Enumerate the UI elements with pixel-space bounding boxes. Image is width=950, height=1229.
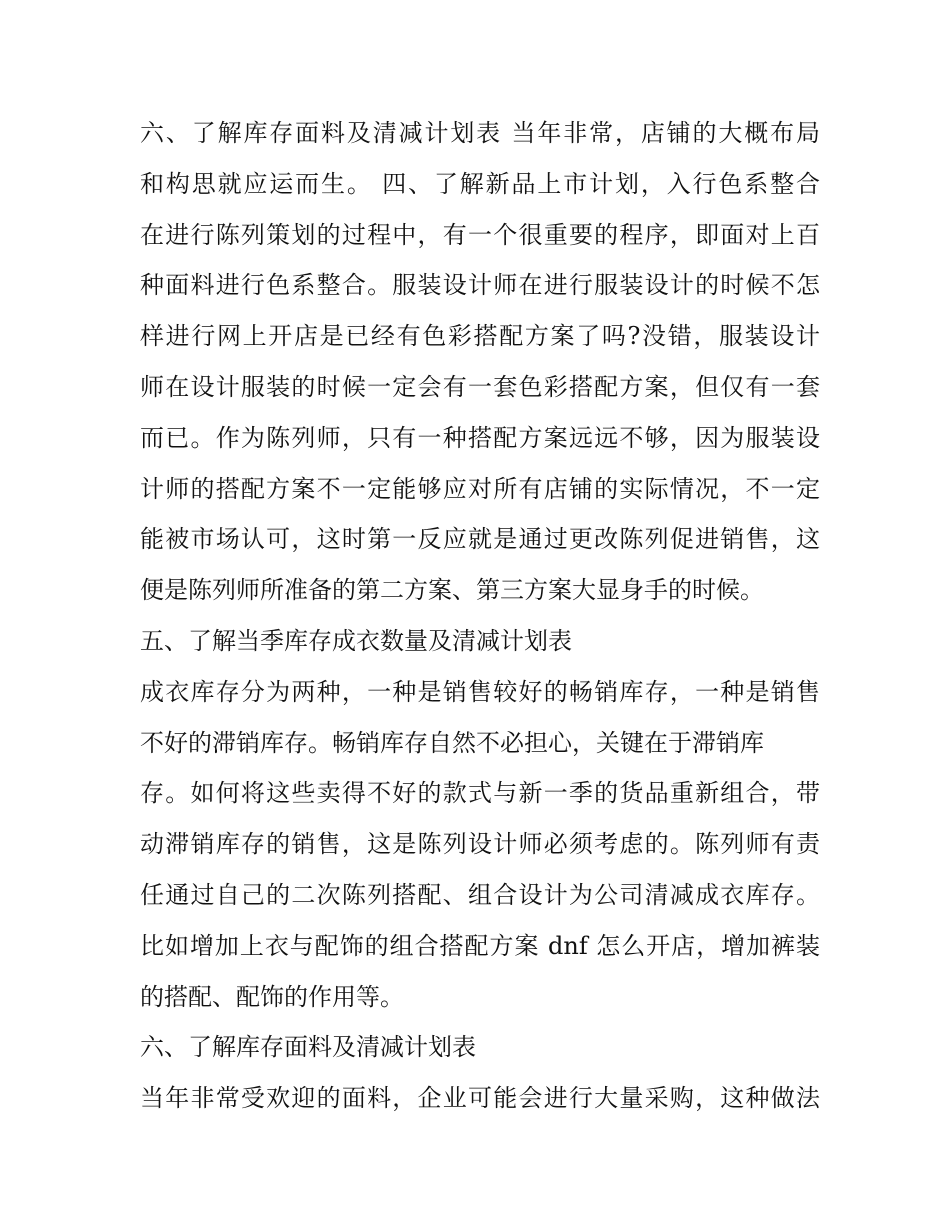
text-line: 而已。作为陈列师，只有一种搭配方案远远不够，因为服装设 [140, 423, 820, 452]
text-line: 便是陈列师所准备的第二方案、第三方案大显身手的时候。 [140, 576, 764, 605]
text-line: 师在设计服装的时候一定会有一套色彩搭配方案，但仅有一套 [140, 372, 820, 401]
text-line: 的搭配、配饰的作用等。 [140, 982, 404, 1011]
text-line: 成衣库存分为两种，一种是销售较好的畅销库存，一种是销售 [140, 677, 820, 706]
text-line: 存。如何将这些卖得不好的款式与新一季的货品重新组合，带 [140, 779, 820, 808]
text-line: 样进行网上开店是已经有色彩搭配方案了吗?没错，服装设计 [140, 322, 820, 351]
text-line: 在进行陈列策划的过程中，有一个很重要的程序，即面对上百 [140, 220, 820, 249]
text-line: 六、了解库存面料及清减计划表 当年非常，店铺的大概布局 [140, 119, 820, 147]
text-line: 任通过自己的二次陈列搭配、组合设计为公司清减成衣库存。 [140, 880, 820, 909]
section-heading: 六、了解库存面料及清减计划表 [140, 1033, 476, 1062]
text-line: 和构思就应运而生。 四、了解新品上市计划，入行色系整合 [140, 169, 820, 198]
text-line: 不好的滞销库存。畅销库存自然不必担心，关键在于滞销库 [140, 728, 764, 757]
text-line: 计师的搭配方案不一定能够应对所有店铺的实际情况，不一定 [140, 474, 820, 503]
text-line: 比如增加上衣与配饰的组合搭配方案 dnf 怎么开店，增加裤装 [140, 931, 820, 960]
section-heading: 五、了解当季库存成衣数量及清减计划表 [140, 626, 572, 655]
document-body [140, 108, 820, 1124]
text-line: 能被市场认可，这时第一反应就是通过更改陈列促进销售，这 [140, 525, 820, 554]
text-line: 种面料进行色系整合。服装设计师在进行服装设计的时候不怎 [140, 271, 820, 300]
text-line: 动滞销库存的销售，这是陈列设计师必须考虑的。陈列师有责 [140, 830, 820, 859]
text-line: 当年非常受欢迎的面料，企业可能会进行大量采购，这种做法 [140, 1084, 820, 1113]
